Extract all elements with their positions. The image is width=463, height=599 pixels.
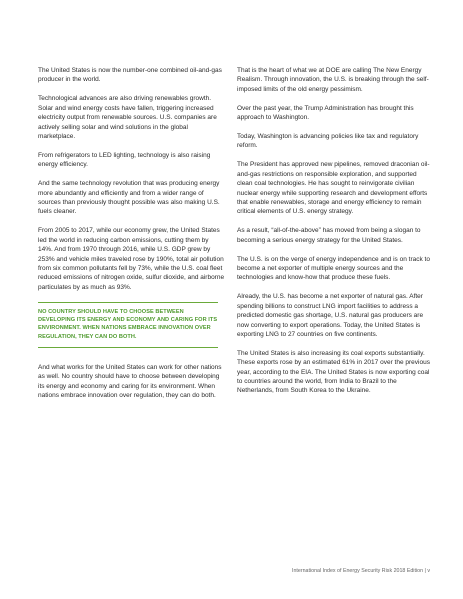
body-paragraph: That is the heart of what we at DOE are calling The New Energy Realism. Through innovation, the U.S. is breaking through the self-imposed limits of the old energy pessimism. [237, 67, 429, 93]
pull-quote-text: NO COUNTRY SHOULD HAVE TO CHOOSE BETWEEN DEVELOPING ITS ENERGY AND ECONOMY AND CARING FOR ITS ENVIRONMENT. WHEN NATIONS EMBRACE INNOVATION OVER REGULATION, THEY CAN DO BOTH. [38, 308, 218, 340]
body-paragraph: Technological advances are also driving renewables growth. Solar and wind energy costs have fallen, triggering increased electricity output from renewable sources. U.S. companies are actively selling solar and wind solutions in the global marketplace. [38, 95, 217, 140]
body-paragraph: Over the past year, the Trump Administration has brought this approach to Washington. [237, 104, 414, 122]
page-footer: International Index of Energy Security Risk 2018 Edition | v [292, 568, 430, 574]
body-paragraph: The United States is also increasing its coal exports substantially. These exports rose by an estimated 61% in 2017 over the previous year, according to the EIA. The United States is now exporting coal to countries around the world, from India to Brazil to the Netherlands, from South Korea to the Ukraine. [237, 349, 430, 395]
body-paragraph: Today, Washington is advancing policies like tax and regulatory reform. [237, 133, 419, 150]
pull-quote [38, 302, 218, 348]
body-paragraph: From refrigerators to LED lighting, technology is also raising energy efficiency. [38, 151, 211, 169]
body-paragraph: Already, the U.S. has become a net exporter of natural gas. After spending billions to construct LNG import facilities to address a predicted domestic gas shortage, U.S. natural gas producers are now converting to export operations. Today, the United States is exporting LNG to 27 countries on five continents. [237, 293, 424, 338]
left-column [38, 66, 225, 410]
right-column [237, 66, 430, 405]
body-paragraph: And what works for the United States can work for other nations as well. No country should have to choose between developing its energy and economy and caring for its environment. When nations embrace innovation over regulation, they can do both. [38, 363, 222, 400]
body-paragraph: The U.S. is on the verge of energy independence and is on track to become a net exporter of multiple energy sources and the technologies and know-how that produce these fuels. [237, 255, 430, 282]
body-paragraph: As a result, “all-of-the-above” has moved from being a slogan to becoming a serious energy strategy for the United States. [237, 227, 421, 244]
body-paragraph: And the same technology revolution that was producing energy more abundantly and efficiently and from a wider range of sources than previously thought possible was also making U.S. fuels cleaner. [38, 180, 220, 216]
body-paragraph: From 2005 to 2017, while our economy grew, the United States led the world in reducing carbon emissions, cutting them by 14%. And from 1970 through 2016, while U.S. GDP grew by 253% and vehicle miles traveled rose by 190%, total air pollution from six common pollutants fell by 73%, while the U.S. coal fleet reduced emissions of nitrogen oxide, sulfur dioxide, and airborne particulates by as much as 93%. [38, 227, 225, 291]
body-paragraph: The President has approved new pipelines, removed draconian oil-and-gas restrictions on responsible exploration, and supported clean coal technologies. He has sought to reinvigorate civilian nuclear energy while supporting research and development efforts that enable renewables, storage and energy efficiency to remain critical elements of U.S. energy strategy. [237, 161, 430, 216]
body-paragraph: The United States is now the number-one combined oil-and-gas producer in the world. [38, 67, 222, 84]
